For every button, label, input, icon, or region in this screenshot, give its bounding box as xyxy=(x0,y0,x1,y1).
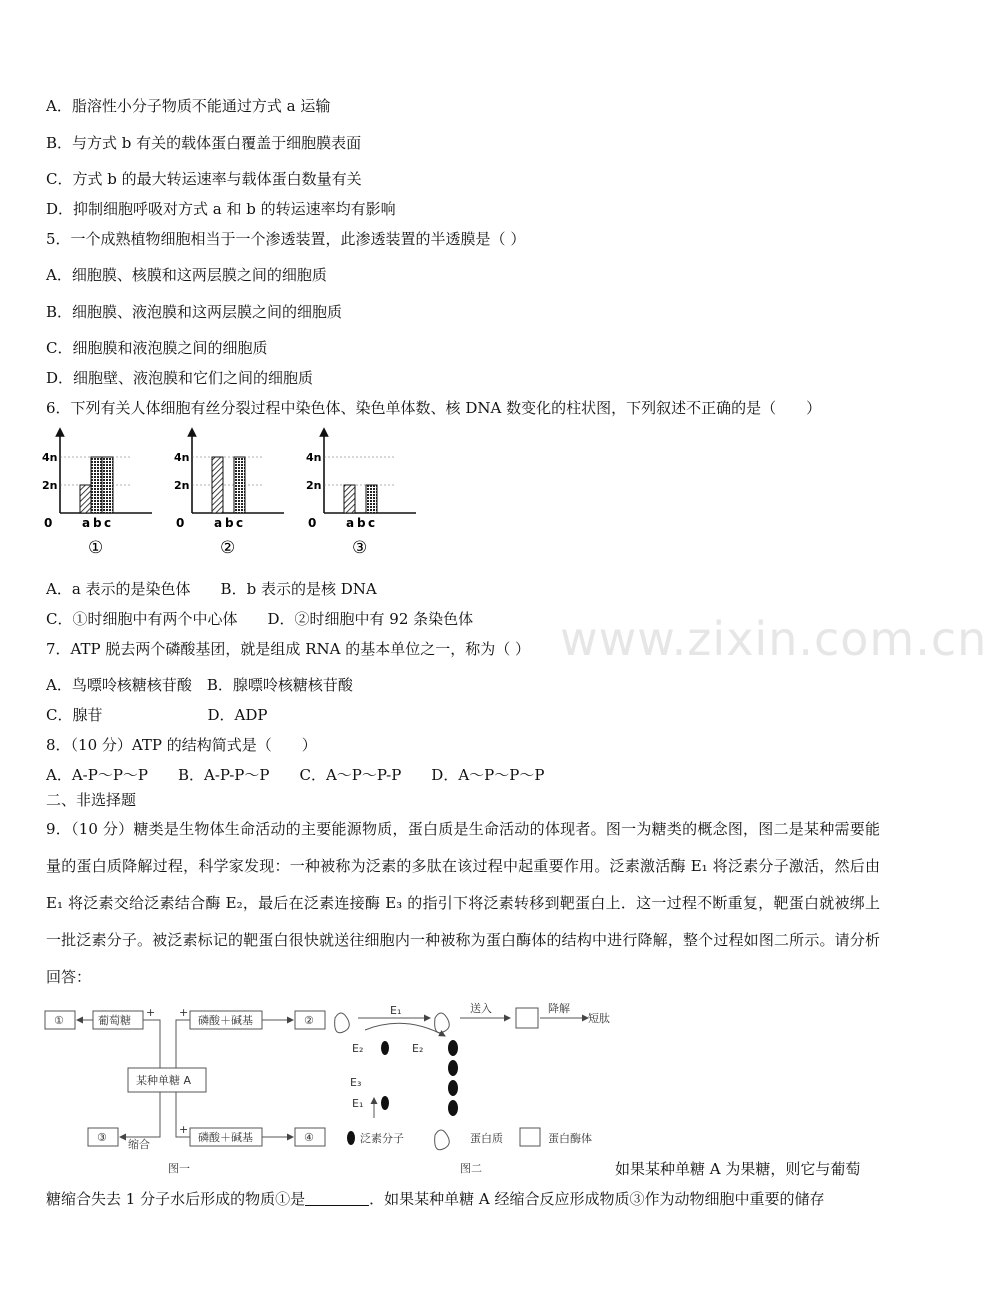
fig1-caption: 图一 xyxy=(168,1162,190,1175)
q4-option-d: D．抑制细胞呼吸对方式 a 和 b 的转运速率均有影响 xyxy=(46,200,396,218)
chart-3-label-c: c xyxy=(368,516,376,530)
q6-bar-charts xyxy=(40,428,420,566)
q4-option-b: B．与方式 b 有关的载体蛋白覆盖于细胞膜表面 xyxy=(46,134,362,152)
chart-1-label-c: c xyxy=(104,516,112,530)
chart-1-label-a: a xyxy=(82,516,91,530)
proteasome-legend-box xyxy=(520,1128,540,1146)
fig2-proteasome: 蛋白酶体 xyxy=(548,1132,592,1145)
fig2-e1-bottom: E₁ xyxy=(352,1097,364,1110)
q4-option-c: C．方式 b 的最大转运速率与载体蛋白数量有关 xyxy=(46,170,362,188)
q6-stem: 6．下列有关人体细胞有丝分裂过程中染色体、染色单体数、核 DNA 数变化的柱状图，下列叙述不正确的是（ ） xyxy=(46,399,822,417)
fig1-pb1-label: 磷酸＋碱基 xyxy=(198,1014,253,1027)
section-heading: 二、非选择题 xyxy=(46,791,137,809)
fig2-e2-right: E₂ xyxy=(412,1042,424,1055)
chart-3-origin: 0 xyxy=(308,516,317,530)
q4-option-a: A．脂溶性小分子物质不能通过方式 a 运输 xyxy=(46,97,331,115)
q9-figures xyxy=(40,1000,620,1180)
fig2-ubiquitin: 泛素分子 xyxy=(360,1132,404,1145)
chart-3-bar-a xyxy=(344,485,355,513)
fig2-transport: 送入 xyxy=(470,1002,492,1015)
chart-2-bar-a xyxy=(212,457,223,513)
fig1-box3-label: ③ xyxy=(97,1131,107,1144)
chart-3-label-b: b xyxy=(357,516,366,530)
q5-option-c: C．细胞膜和液泡膜之间的细胞质 xyxy=(46,339,268,357)
fig1-center-label: 某种单糖 A xyxy=(136,1074,192,1087)
fig1-pb2-label: 磷酸＋碱基 xyxy=(198,1131,253,1144)
q5-option-a: A．细胞膜、核膜和这两层膜之间的细胞质 xyxy=(46,266,327,284)
chart-2-label-a: a xyxy=(214,516,223,530)
q9-tail-line1: 如果某种单糖 A 为果糖，则它与葡萄 xyxy=(615,1160,861,1178)
fig1-box2-label: ② xyxy=(304,1014,314,1027)
fig2-e1-top: E₁ xyxy=(390,1004,402,1017)
fig1-glucose-label: 葡萄糖 xyxy=(98,1014,131,1027)
chart-3-caption: ③ xyxy=(352,538,368,558)
fig1-plus-1: + xyxy=(146,1006,156,1019)
q8-options: A．A-P～P～P B．A-P-P～P C．A～P～P-P D．A～P～P～P xyxy=(46,766,545,784)
chart-3-label-a: a xyxy=(346,516,355,530)
fig1-box4-label: ④ xyxy=(304,1131,314,1144)
q6-options-row2: C．①时细胞中有两个中心体 D．②时细胞中有 92 条染色体 xyxy=(46,610,474,628)
chart-3-bar-c xyxy=(366,485,377,513)
answer-blank-1[interactable] xyxy=(305,1191,369,1206)
chart-3-ytick-2n: 2n xyxy=(306,479,322,492)
fig2-e2-left: E₂ xyxy=(352,1042,364,1055)
chart-1-ytick-2n: 2n xyxy=(42,479,58,492)
fig2-e3: E₃ xyxy=(350,1076,362,1089)
q9-intro: 9．（10 分）糖类是生物体生命活动的主要能源物质，蛋白质是生命活动的体现者。图一为糖类的概念图，图二是某种需要能量的蛋白质降解过程，科学家发现：一种被称为泛素的多肽在该过程中起重要作用。泛素激活酶 E₁ 将泛素分子激活，然后由 E₁ 将泛素交给泛素结合酶 E₂，最后在泛素连接酶 E₃ 的指引下将泛素转移到靶蛋白上．这一过程不断重复，靶蛋白就被绑上一批泛素分子。被泛素标记的靶蛋白很快就送往细胞内一种被称为蛋白酶体的结构中进行降解，整个过程如图二所示。请分析回答： xyxy=(46,820,880,986)
fig2-protein: 蛋白质 xyxy=(470,1132,503,1145)
chart-2-bar-c xyxy=(234,457,245,513)
chart-2-label-c: c xyxy=(236,516,244,530)
fig1-plus-2: + xyxy=(179,1006,189,1019)
chart-2-caption: ② xyxy=(220,538,236,558)
fig1-plus-3: + xyxy=(179,1123,189,1136)
fig2-caption: 图二 xyxy=(460,1162,482,1175)
chart-2-label-b: b xyxy=(225,516,234,530)
proteasome-box xyxy=(516,1008,538,1028)
fig1-box1-label: ① xyxy=(54,1014,64,1027)
q5-stem: 5．一个成熟植物细胞相当于一个渗透装置，此渗透装置的半透膜是（ ） xyxy=(46,230,526,248)
chart-1-bar-b xyxy=(91,457,102,513)
chart-2-origin: 0 xyxy=(176,516,185,530)
q5-option-b: B．细胞膜、液泡膜和这两层膜之间的细胞质 xyxy=(46,303,343,321)
q9-tail-2b: ．如果某种单糖 A 经缩合反应形成物质③作为动物细胞中重要的储存 xyxy=(369,1190,825,1208)
protein-icon xyxy=(335,1013,350,1033)
protein-legend-icon xyxy=(435,1130,450,1150)
q6-options-row1: A．a 表示的是染色体 B．b 表示的是核 DNA xyxy=(46,580,377,598)
fig2-degrade: 降解 xyxy=(548,1002,570,1015)
chart-2-ytick-4n: 4n xyxy=(174,451,190,464)
chart-1-caption: ① xyxy=(88,538,104,558)
chart-2-ytick-2n: 2n xyxy=(174,479,190,492)
chart-3-ytick-4n: 4n xyxy=(306,451,322,464)
protein-icon-2 xyxy=(435,1013,450,1033)
chart-1-bar-c xyxy=(102,457,113,513)
fig1-condense: 缩合 xyxy=(128,1138,150,1151)
chart-1-ytick-4n: 4n xyxy=(42,451,58,464)
q8-stem: 8．（10 分）ATP 的结构简式是（ ） xyxy=(46,736,317,754)
chart-1-origin: 0 xyxy=(44,516,53,530)
q7-stem: 7．ATP 脱去两个磷酸基团，就是组成 RNA 的基本单位之一，称为（ ） xyxy=(46,640,530,658)
q9-tail-line2 xyxy=(46,1190,824,1208)
q9-tail-2a: 糖缩合失去 1 分子水后形成的物质①是 xyxy=(46,1190,306,1208)
q5-option-d: D．细胞壁、液泡膜和它们之间的细胞质 xyxy=(46,369,314,387)
fig2-peptide: 短肽 xyxy=(588,1012,610,1025)
watermark-text: www.zixin.com.cn xyxy=(560,612,987,666)
q7-options-row1: A．鸟嘌呤核糖核苷酸 B．腺嘌呤核糖核苷酸 xyxy=(46,676,353,694)
q7-options-row2: C．腺苷 D．ADP xyxy=(46,706,268,724)
chart-1-label-b: b xyxy=(93,516,102,530)
chart-1-bar-a xyxy=(80,485,91,513)
